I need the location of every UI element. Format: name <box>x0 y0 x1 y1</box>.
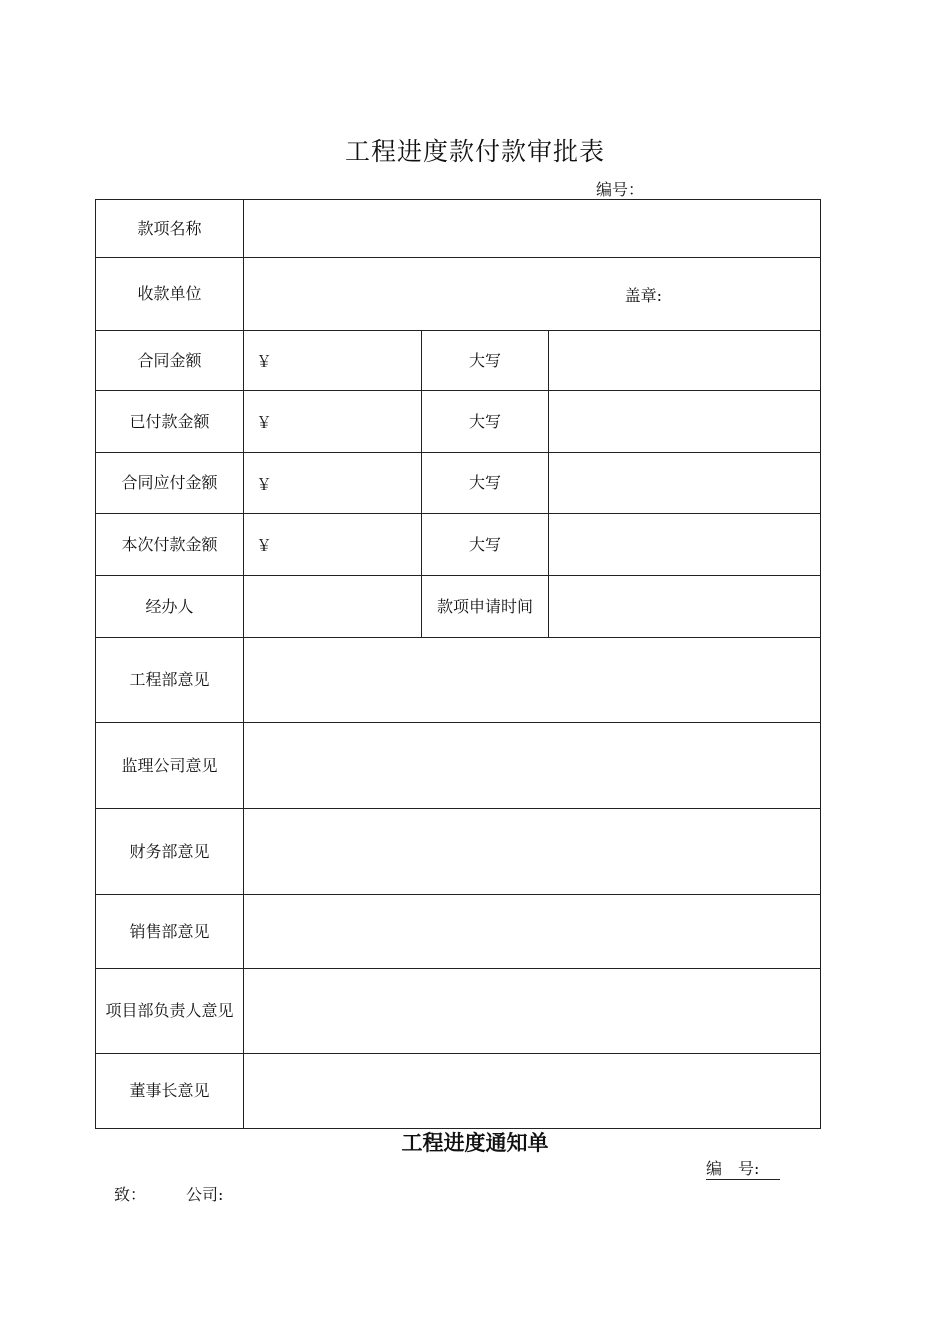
contract-amount-label: 合同金额 <box>96 331 244 391</box>
apply-time-label: 款项申请时间 <box>422 576 549 638</box>
finance-opinion-label: 财务部意见 <box>96 809 244 895</box>
table-row <box>96 895 821 969</box>
finance-opinion-field[interactable] <box>244 809 821 895</box>
notice-recipient-line: 致： 公司: <box>114 1185 224 1204</box>
paid-amount-label: 已付款金额 <box>96 391 244 453</box>
project-manager-opinion-label: 项目部负责人意见 <box>96 969 244 1054</box>
project-manager-opinion-field[interactable] <box>244 969 821 1054</box>
form-title: 工程进度款付款审批表 <box>344 137 605 166</box>
item-name-label: 款项名称 <box>96 200 244 258</box>
serial-number-label: 编号： <box>596 180 645 199</box>
seal-label: 盖章: <box>624 285 663 305</box>
current-payment-field[interactable]: ￥ <box>244 514 422 576</box>
table-row <box>96 576 821 638</box>
current-payment-label: 本次付款金额 <box>96 514 244 576</box>
chairman-opinion-label: 董事长意见 <box>96 1054 244 1129</box>
payee-label: 收款单位 <box>96 258 244 331</box>
table-row <box>96 723 821 809</box>
table-row <box>96 1054 821 1129</box>
table-row <box>96 638 821 723</box>
paid-amount-words-field[interactable] <box>549 391 821 453</box>
handler-field[interactable] <box>244 576 422 638</box>
current-payment-words-field[interactable] <box>549 514 821 576</box>
contract-payable-label: 合同应付金额 <box>96 453 244 514</box>
notice-title: 工程进度通知单 <box>401 1130 549 1155</box>
notice-serial-label: 编 号: <box>706 1156 780 1180</box>
in-words-label: 大写 <box>422 391 549 453</box>
approval-table <box>95 199 821 1129</box>
supervision-opinion-label: 监理公司意见 <box>96 723 244 809</box>
table-row <box>96 391 821 453</box>
handler-label: 经办人 <box>96 576 244 638</box>
table-row <box>96 200 821 258</box>
table-row <box>96 809 821 895</box>
in-words-label: 大写 <box>422 514 549 576</box>
sales-opinion-field[interactable] <box>244 895 821 969</box>
payee-field[interactable] <box>244 258 821 331</box>
engineering-opinion-label: 工程部意见 <box>96 638 244 723</box>
paid-amount-field[interactable]: ￥ <box>244 391 422 453</box>
sales-opinion-label: 销售部意见 <box>96 895 244 969</box>
contract-amount-field[interactable]: ￥ <box>244 331 422 391</box>
item-name-field[interactable] <box>244 200 821 258</box>
table-row <box>96 331 821 391</box>
table-row <box>96 969 821 1054</box>
contract-payable-words-field[interactable] <box>549 453 821 514</box>
contract-amount-words-field[interactable] <box>549 331 821 391</box>
in-words-label: 大写 <box>422 453 549 514</box>
apply-time-field[interactable] <box>549 576 821 638</box>
chairman-opinion-field[interactable] <box>244 1054 821 1129</box>
table-row <box>96 258 821 331</box>
supervision-opinion-field[interactable] <box>244 723 821 809</box>
table-row <box>96 514 821 576</box>
engineering-opinion-field[interactable] <box>244 638 821 723</box>
in-words-label: 大写 <box>422 331 549 391</box>
table-row <box>96 453 821 514</box>
contract-payable-field[interactable]: ￥ <box>244 453 422 514</box>
